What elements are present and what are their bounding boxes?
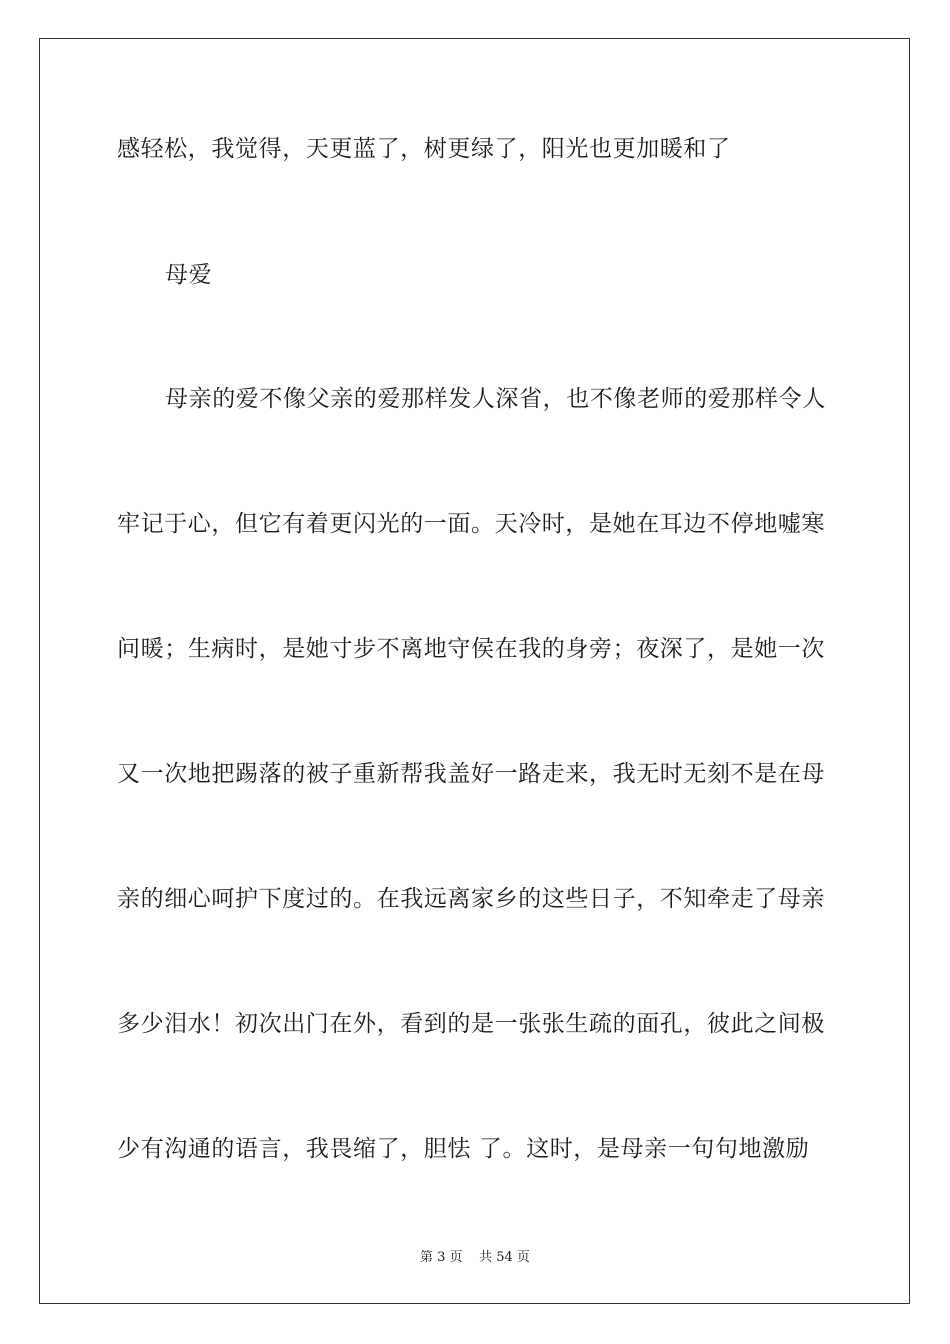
text-line: 多少泪水！初次出门在外，看到的是一张张生疏的面孔，彼此之间极 bbox=[117, 1011, 825, 1037]
text-line: 牢记于心，但它有着更闪光的一面。天冷时，是她在耳边不停地嘘寒 bbox=[117, 511, 825, 537]
text-line: 感轻松，我觉得，天更蓝了，树更绿了，阳光也更加暖和了 bbox=[117, 136, 731, 162]
text-line: 又一次地把踢落的被子重新帮我盖好一路走来，我无时无刻不是在母 bbox=[117, 761, 825, 787]
page-total: 共 54 页 bbox=[479, 1250, 530, 1265]
text-line: 亲的细心呵护下度过的。在我远离家乡的这些日子，不知牵走了母亲 bbox=[117, 886, 825, 912]
text-line: 问暖；生病时，是她寸步不离地守侯在我的身旁；夜深了，是她一次 bbox=[117, 636, 825, 662]
page-border bbox=[39, 38, 910, 1304]
section-heading: 母爱 bbox=[165, 262, 213, 288]
text-line: 少有沟通的语言，我畏缩了，胆怯 了。这时，是母亲一句句地激励 bbox=[117, 1136, 810, 1162]
page-footer bbox=[0, 1246, 950, 1265]
page-number: 第 3 页 bbox=[420, 1250, 463, 1265]
text-line: 母亲的爱不像父亲的爱那样发人深省，也不像老师的爱那样令人 bbox=[165, 386, 826, 412]
